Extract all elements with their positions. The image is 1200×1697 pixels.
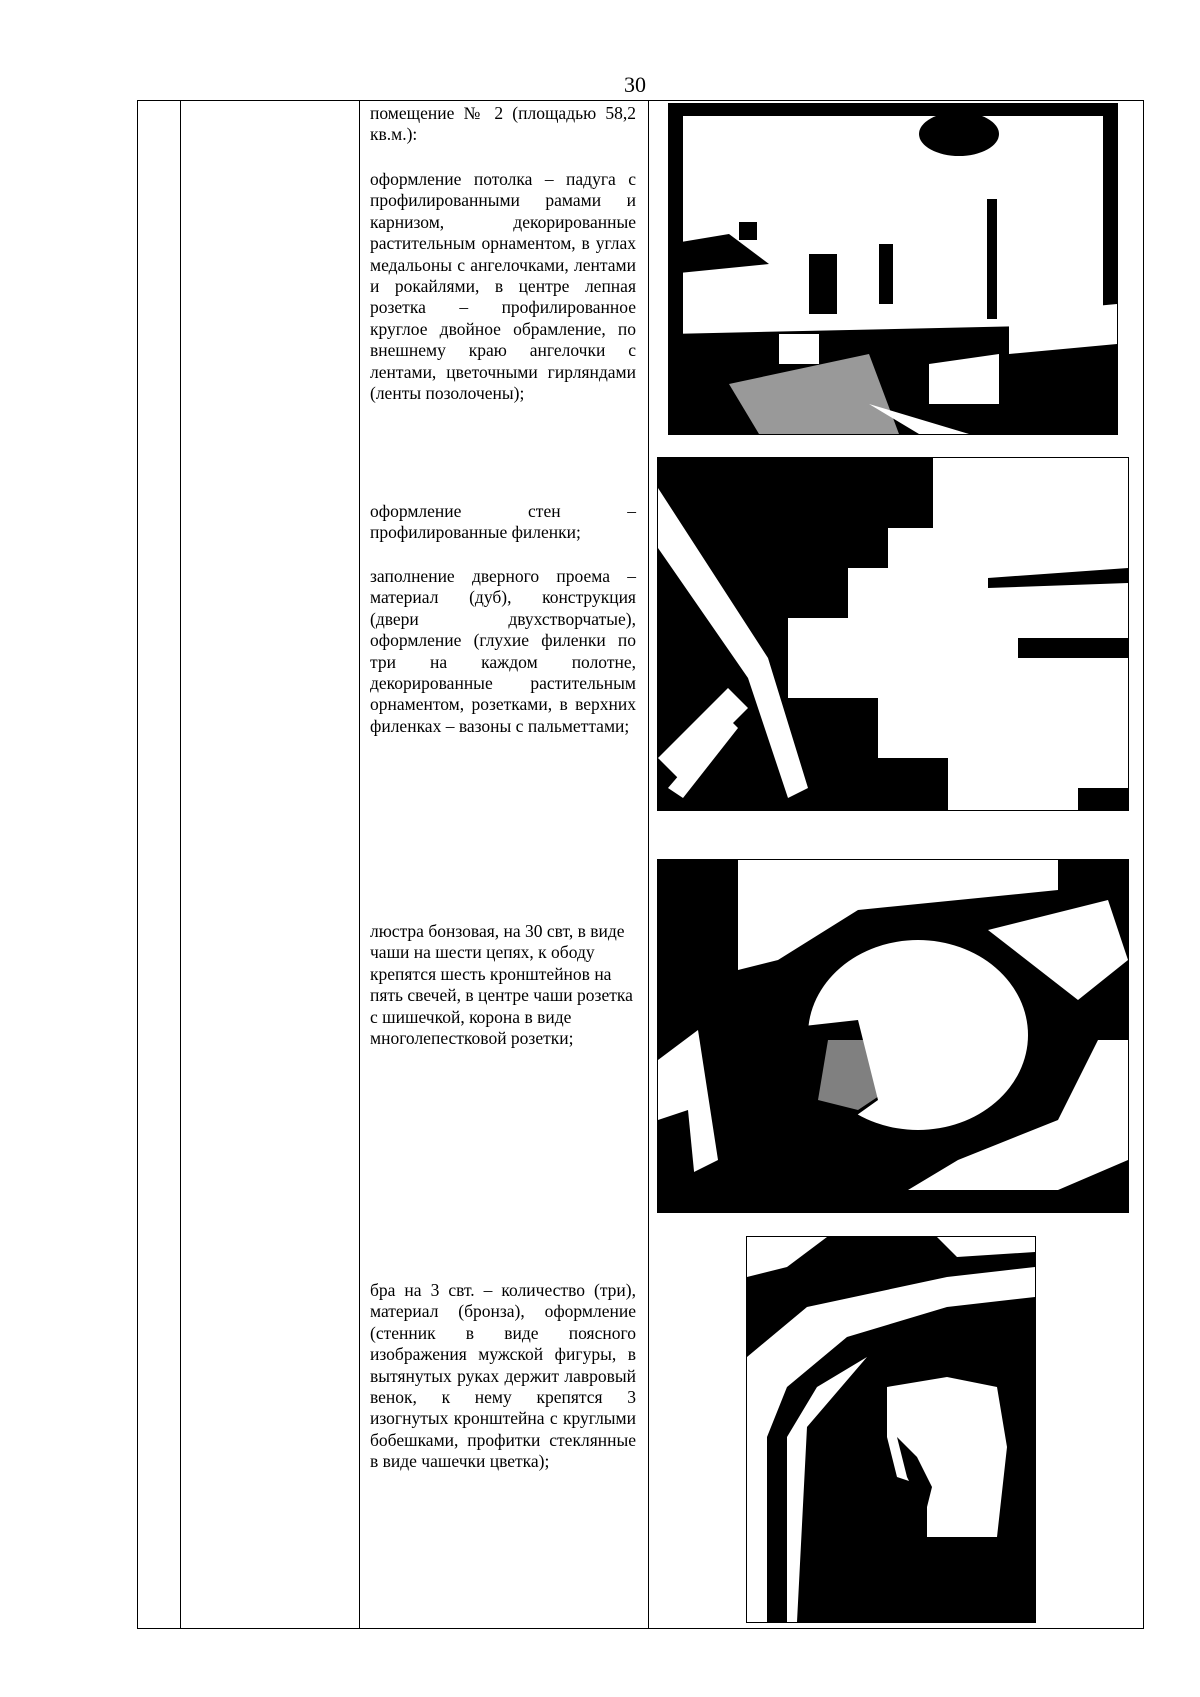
page-number: 30 (624, 72, 646, 97)
paragraph-room: помещение № 2 (площадью 58,2 кв.м.): (370, 103, 636, 145)
table-cell-name (181, 101, 360, 1629)
paragraph-ceiling: оформление потолка – падуга с профилированными рамами и карнизом, декорированные растительным орнаментом, в углах медальоны с ангелочками, лентами и рокайлями, в центре лепная розетка – профилированное круглое двойное обрамление, по внешнему краю ангелочки с лентами, цветочными гирляндами (ленты позолочены); (370, 169, 636, 404)
paragraph-doorway: заполнение дверного проема – материал (дуб), конструкция (двери двухстворчатые), оформление (глухие филенки по три на каждом полотне, декорированные растительным орнаментом, розетками, в верхних филенках – вазоны с пальметтами; (370, 566, 636, 736)
paragraph-sconce: бра на 3 свт. – количество (три), материал (бронза), оформление (стенник в виде поясного изображения мужской фигуры, в вытянутых руках держит лавровый венок, к нему крепятся 3 изогнутых кронштейна с круглыми бобешками, профитки стеклянные в виде чашечки цветка); (370, 1280, 636, 1472)
table-cell-number (138, 101, 181, 1629)
photo-ceiling (668, 103, 1118, 435)
paragraph-chandelier: люстра бонзовая, на 30 свт, в виде чаши на шести цепях, к ободу крепятся шесть кронштейнов на пять свечей, в центре чаши розетка с шишечкой, корона в виде многолепестковой розетки; (370, 921, 633, 1049)
photo-sconce (746, 1236, 1036, 1623)
photo-walls (657, 457, 1129, 811)
paragraph-walls: оформление стен – профилированные филенки; (370, 501, 636, 543)
photo-chandelier (657, 859, 1129, 1213)
